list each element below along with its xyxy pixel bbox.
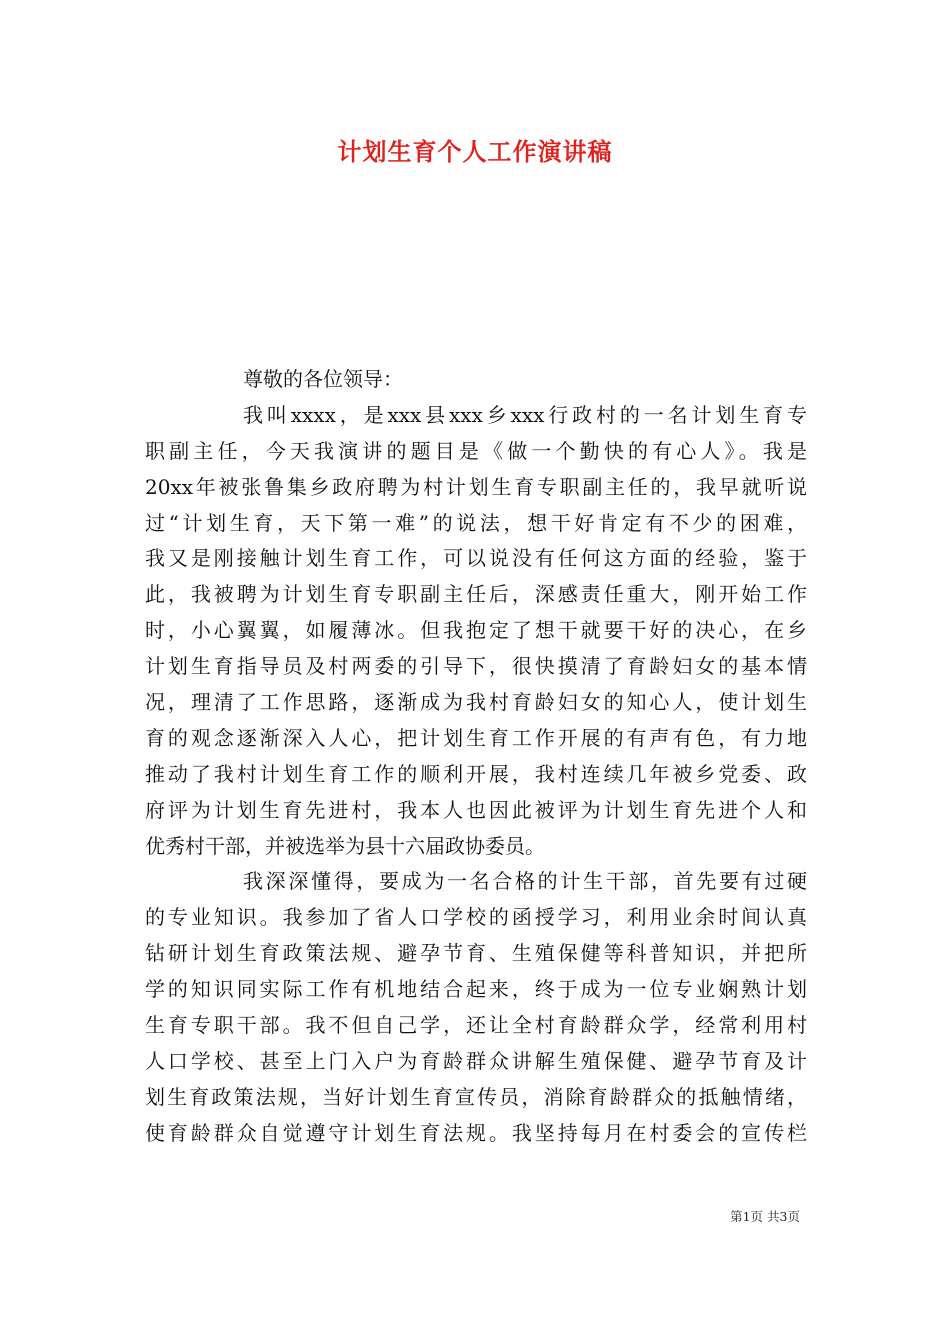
text-line: 的专业知识。我参加了省人口学校的函授学习，利用业余时间认真 bbox=[145, 905, 807, 930]
text-line: 此，我被聘为计划生育专职副主任后，深感责任重大，刚开始工作 bbox=[145, 582, 807, 607]
page-footer: 第1页 共3页 bbox=[730, 1209, 800, 1224]
text-line: 况，理清了工作思路，逐渐成为我村育龄妇女的知心人，使计划生 bbox=[145, 690, 807, 715]
text-line: 20xx年被张鲁集乡政府聘为村计划生育专职副主任的，我早就听说 bbox=[145, 474, 807, 499]
text-line: 推动了我村计划生育工作的顺利开展，我村连续几年被乡党委、政 bbox=[145, 761, 807, 786]
text-line: 我深深懂得，要成为一名合格的计生干部，首先要有过硬 bbox=[243, 869, 807, 894]
text-line: 优秀村干部，并被选举为县十六届政协委员。 bbox=[145, 833, 545, 858]
text-line: 计划生育指导员及村两委的引导下，很快摸清了育龄妇女的基本情 bbox=[145, 654, 807, 679]
text-line: 育的观念逐渐深入人心，把计划生育工作开展的有声有色，有力地 bbox=[145, 725, 807, 750]
document-title: 计划生育个人工作演讲稿 bbox=[337, 137, 613, 166]
text-line: 钻研计划生育政策法规、避孕节育、生殖保健等科普知识，并把所 bbox=[145, 941, 807, 966]
text-line: 尊敬的各位领导： bbox=[243, 367, 403, 391]
text-line: 我叫xxxx，是xxx县xxx乡xxx行政村的一名计划生育专 bbox=[243, 402, 807, 427]
text-line: 使育龄群众自觉遵守计划生育法规。我坚持每月在村委会的宣传栏 bbox=[145, 1120, 807, 1145]
text-line: 职副主任，今天我演讲的题目是《做一个勤快的有心人》。我是 bbox=[145, 438, 807, 463]
text-line: 人口学校、甚至上门入户为育龄群众讲解生殖保健、避孕节育及计 bbox=[145, 1048, 807, 1073]
text-line: 学的知识同实际工作有机地结合起来，终于成为一位专业娴熟计划 bbox=[145, 977, 807, 1002]
text-line: 过“计划生育，天下第一难”的说法，想干好肯定有不少的困难， bbox=[145, 510, 807, 535]
text-line: 我又是刚接触计划生育工作，可以说没有任何这方面的经验，鉴于 bbox=[145, 546, 807, 571]
text-line: 划生育政策法规，当好计划生育宣传员，消除育龄群众的抵触情绪， bbox=[145, 1084, 807, 1109]
text-line: 府评为计划生育先进村，我本人也因此被评为计划生育先进个人和 bbox=[145, 797, 807, 822]
text-line: 生育专职干部。我不但自己学，还让全村育龄群众学，经常利用村 bbox=[145, 1013, 807, 1038]
document-body bbox=[145, 362, 807, 1152]
text-line: 时，小心翼翼，如履薄冰。但我抱定了想干就要干好的决心，在乡 bbox=[145, 618, 807, 643]
